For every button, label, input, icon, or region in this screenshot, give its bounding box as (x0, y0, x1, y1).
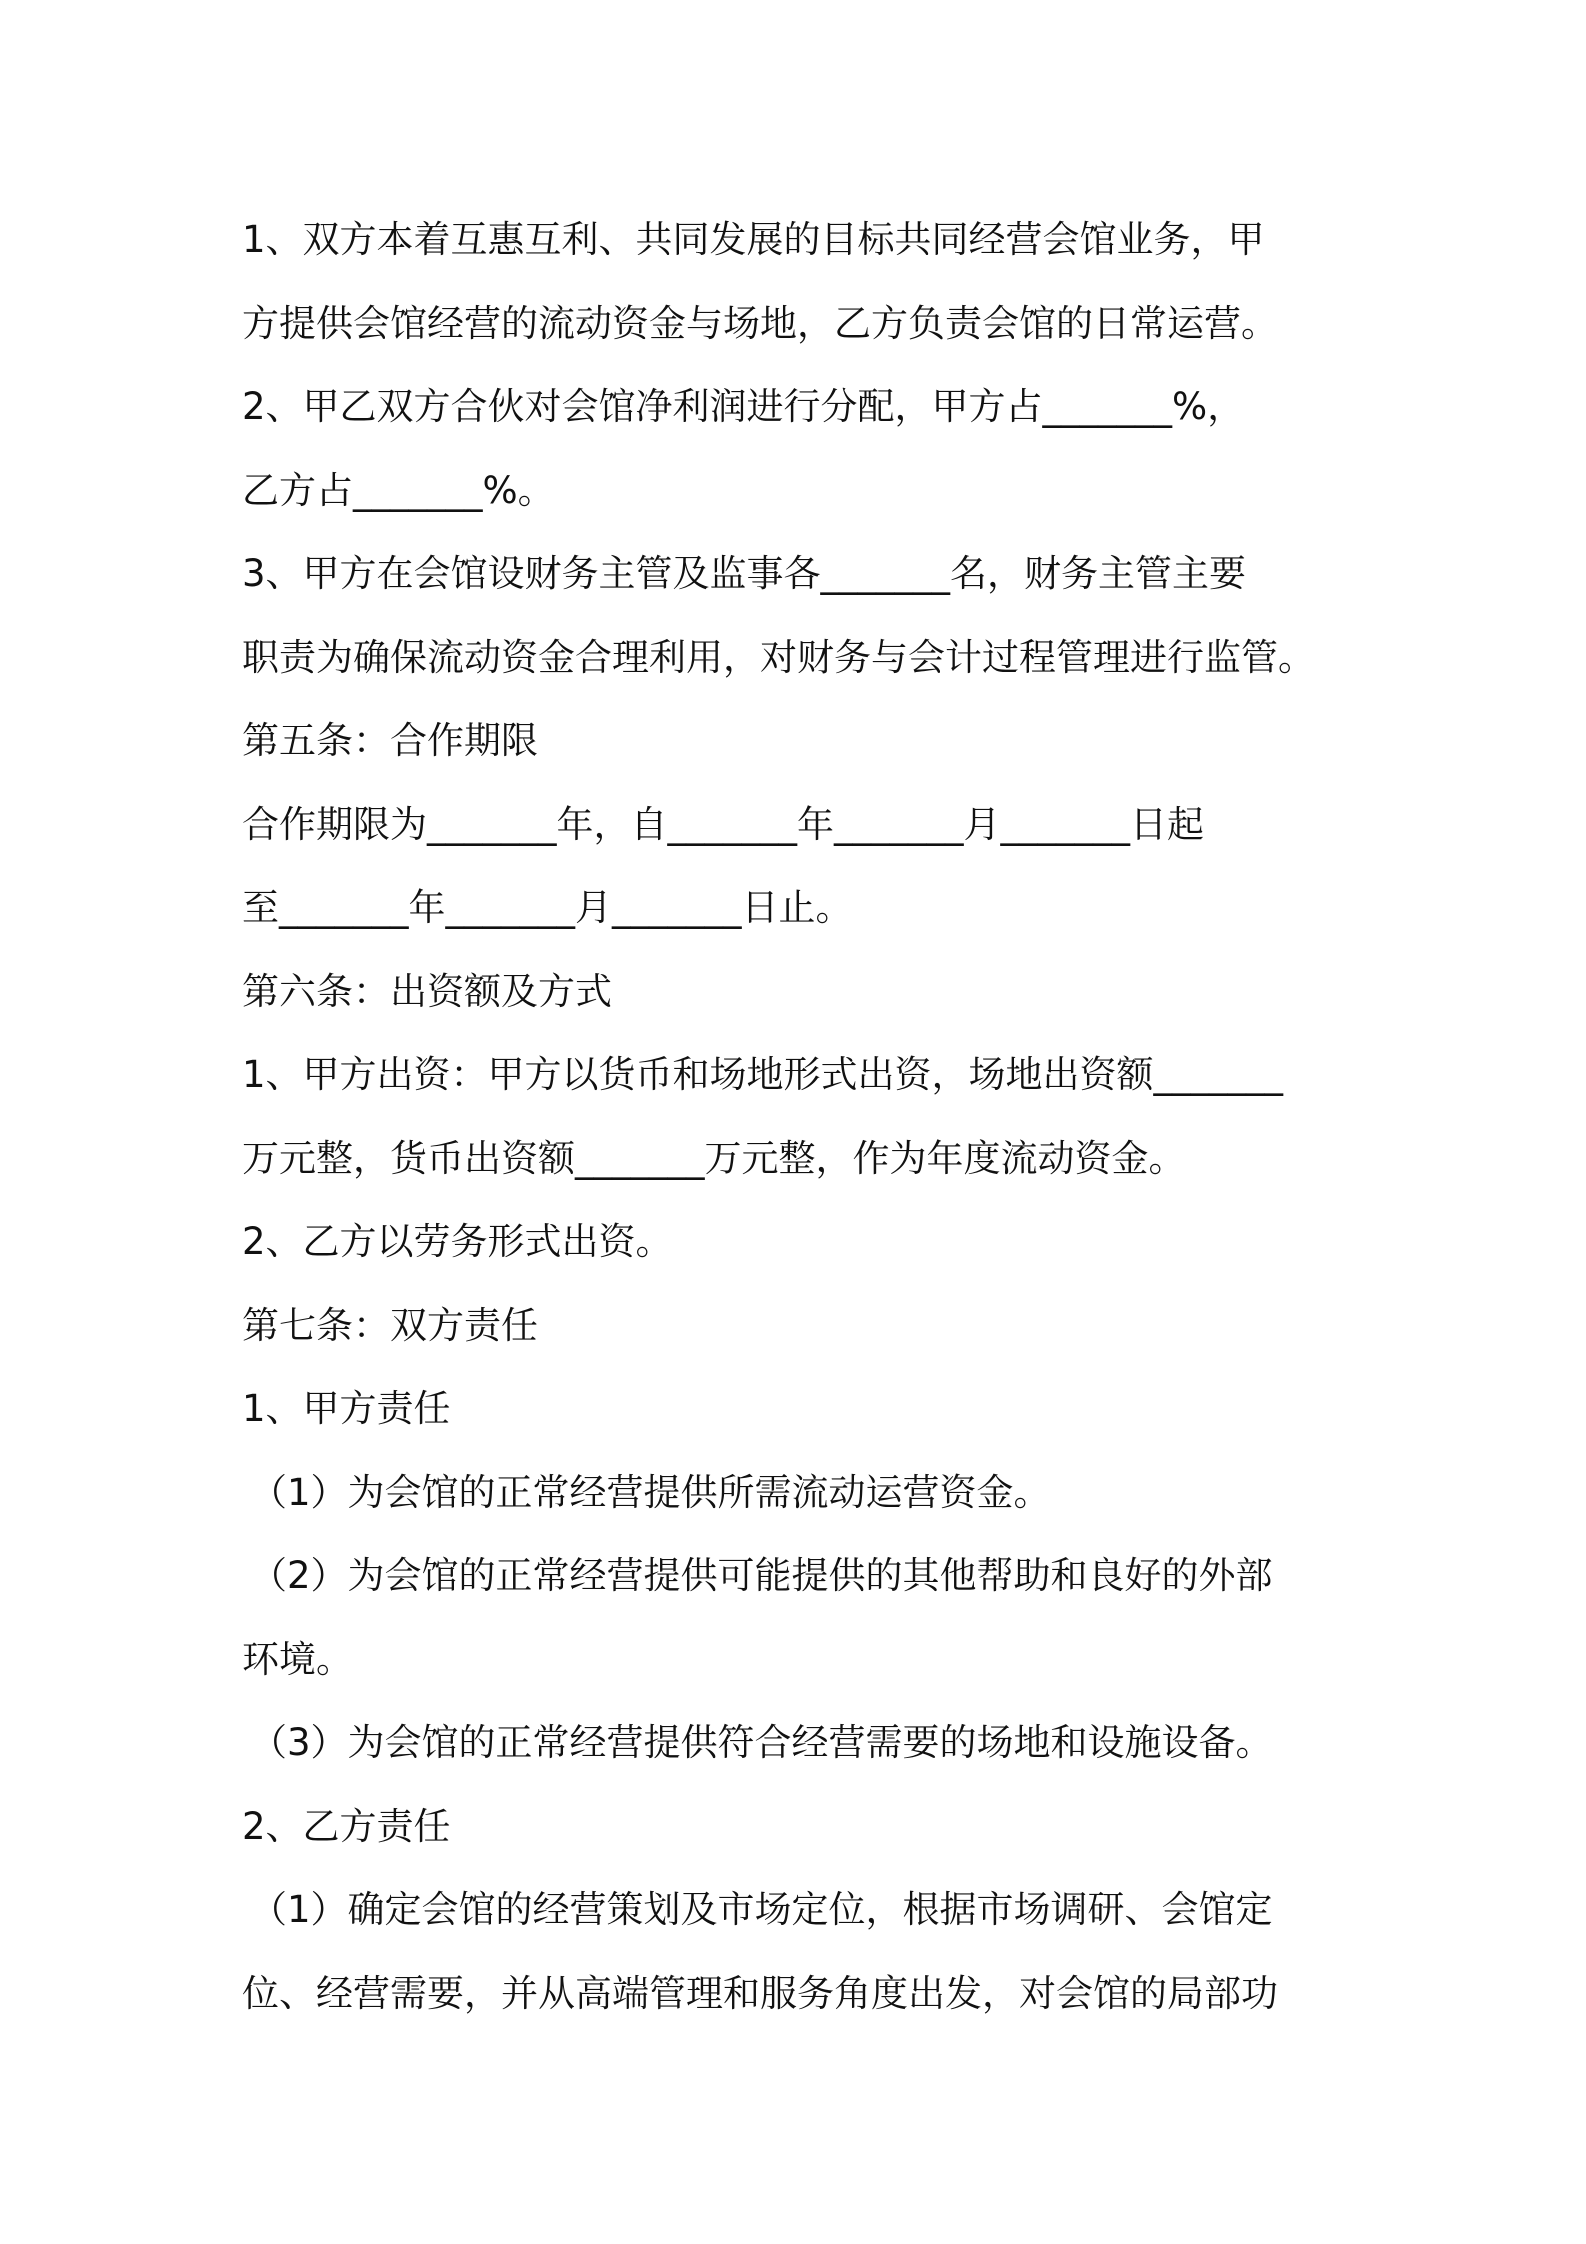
clause-line: 合作期限为_______年，自_______年_______月_______日起 (242, 802, 1204, 846)
clause-line: 环境。 (242, 1637, 353, 1681)
sub-clause-line: （1）为会馆的正常经营提供所需流动运营资金。 (250, 1470, 1051, 1514)
clause-line: 3、甲方在会馆设财务主管及监事各_______名，财务主管主要 (242, 552, 1247, 595)
clause-line: 2、乙方责任 (242, 1804, 451, 1848)
section-heading: 第五条：合作期限 (242, 719, 538, 762)
document-page (242, 198, 1362, 2035)
clause-line: 2、乙方以劳务形式出资。 (242, 1220, 673, 1263)
clause-line: 1、双方本着互惠互利、共同发展的目标共同经营会馆业务，甲 (242, 218, 1265, 261)
section-heading: 第六条：出资额及方式 (242, 969, 612, 1013)
sub-clause-line: （3）为会馆的正常经营提供符合经营需要的场地和设施设备。 (250, 1721, 1273, 1764)
clause-line: 乙方占_______%。 (242, 468, 555, 512)
clause-line: 1、甲方出资：甲方以货币和场地形式出资，场地出资额_______ (242, 1053, 1284, 1096)
section-heading: 第七条：双方责任 (242, 1303, 538, 1347)
clause-line: 至_______年_______月_______日止。 (242, 886, 853, 929)
clause-line: 位、经营需要，并从高端管理和服务角度出发，对会馆的局部功 (242, 1971, 1278, 2015)
clause-line: 职责为确保流动资金合理利用，对财务与会计过程管理进行监管。 (242, 635, 1315, 679)
sub-clause-line: （2）为会馆的正常经营提供可能提供的其他帮助和良好的外部 (250, 1554, 1273, 1597)
clause-line: 1、甲方责任 (242, 1387, 451, 1430)
clause-line: 2、甲乙双方合伙对会馆净利润进行分配，甲方占_______%， (242, 385, 1245, 428)
clause-line: 方提供会馆经营的流动资金与场地，乙方负责会馆的日常运营。 (242, 301, 1278, 345)
clause-line: 万元整，货币出资额_______万元整，作为年度流动资金。 (242, 1136, 1186, 1180)
sub-clause-line: （1）确定会馆的经营策划及市场定位，根据市场调研、会馆定 (250, 1888, 1273, 1931)
